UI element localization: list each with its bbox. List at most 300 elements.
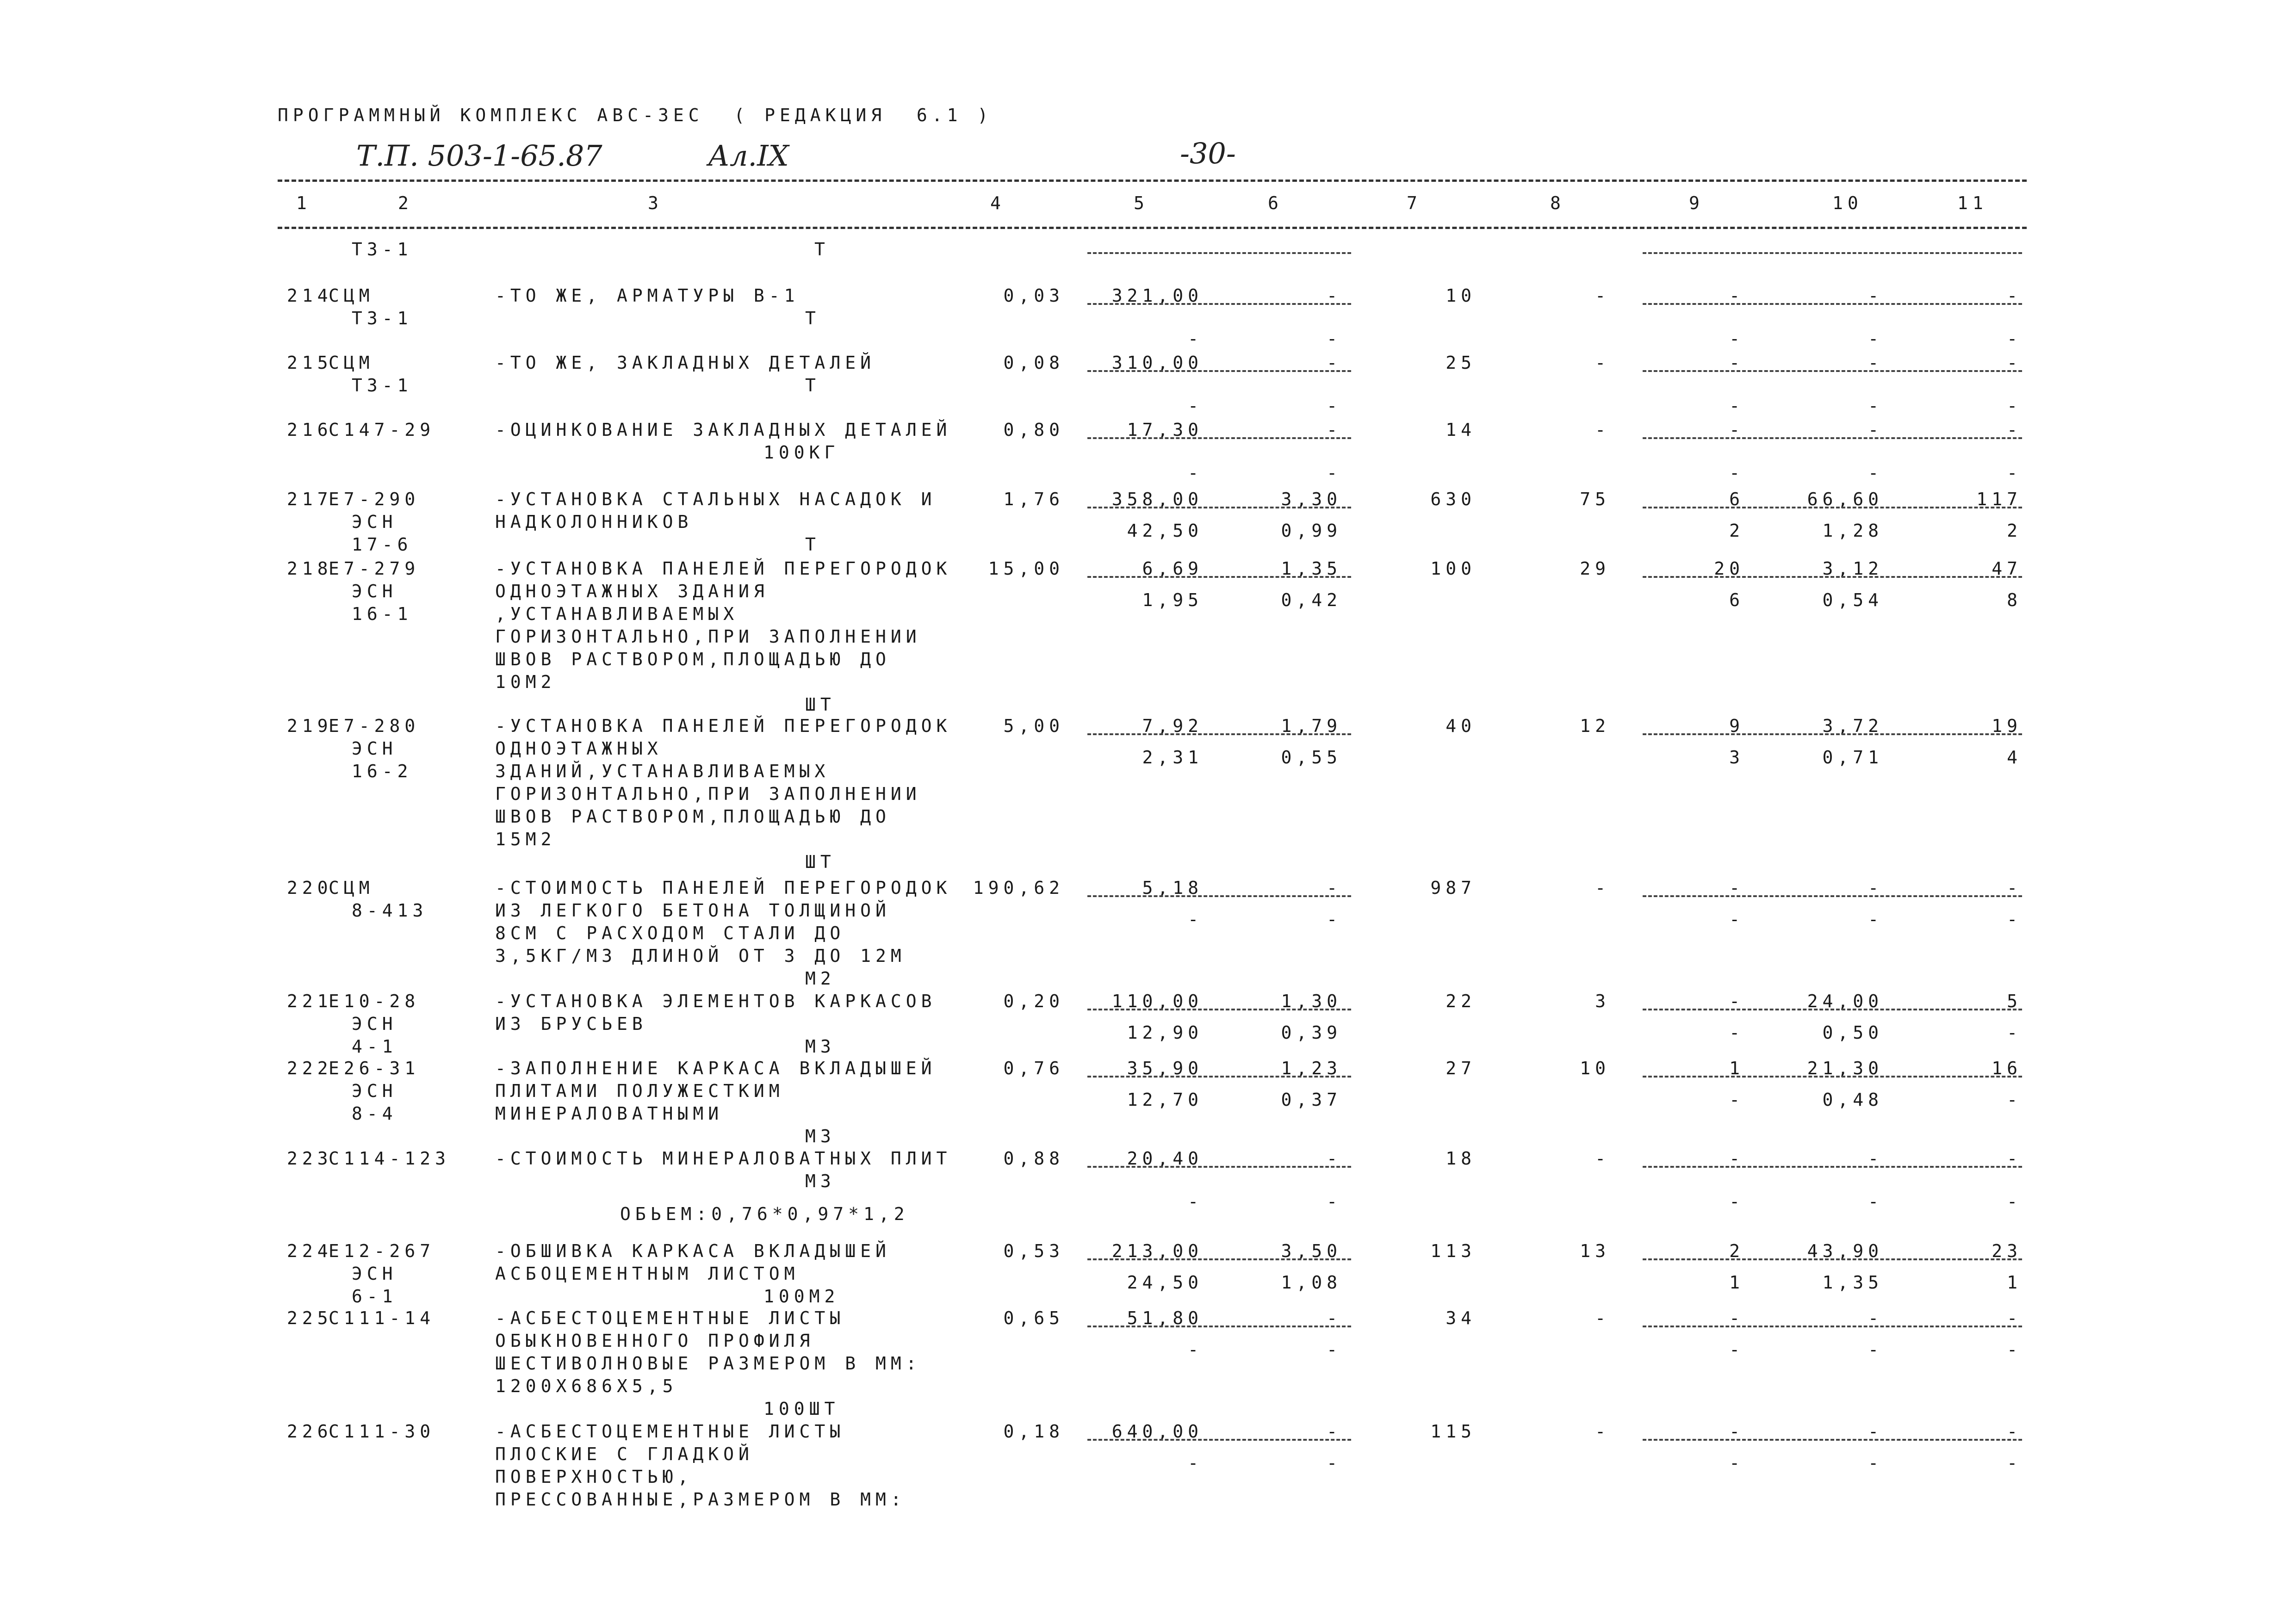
dashed-separator [1643,507,2022,508]
row-unit: М3 [805,1171,836,1191]
machine-cost: 1,79 [1281,716,1342,736]
quantity: 0,08 [1003,353,1064,373]
unit-price: 110,00 [1111,991,1203,1011]
column-header: 8 [1550,193,1565,213]
dashed-separator [1087,303,1351,305]
row-description: ПЛИТАМИ ПОЛУЖЕСТКИМ [495,1081,784,1101]
dashed-separator [1643,895,2022,897]
machine-cost-sub: 0,39 [1281,1022,1342,1043]
row-description: ПЛОСКИЕ С ГЛАДКОЙ [495,1444,754,1464]
row-description: 8СМ С РАСХОДОМ СТАЛИ ДО [495,923,845,943]
machine-cost-sub: 0,42 [1281,590,1342,610]
row-description: ОБЫКНОВЕННОГО ПРОФИЛЯ [495,1331,815,1351]
unit-price-sub: - [1188,909,1203,929]
row-description: ИЗ ЛЕГКОГО БЕТОНА ТОЛЩИНОЙ [495,900,891,921]
row-code: 16-2 [352,761,413,781]
row-unit: Т [805,375,820,396]
unit-price-sub: - [1188,1339,1203,1360]
col9-sub: - [1729,1022,1744,1043]
row-description: ШВОВ РАСТВОРОМ,ПЛОЩАДЬЮ ДО [495,649,891,669]
col11-sub: - [2007,328,2022,349]
col9-sub: 3 [1729,747,1744,768]
dashed-separator [1087,437,1351,439]
machine-cost: - [1327,420,1342,440]
row-description: ИЗ БРУСЬЕВ [495,1014,647,1034]
row-code: Е26-31 [329,1058,420,1078]
row-code: Т3-1 [352,239,413,260]
column-header: 3 [648,193,663,213]
col9-sub: 6 [1729,590,1744,610]
row-number: 216 [287,420,333,440]
unit-price: 17,30 [1127,420,1203,440]
col9-value: 1 [1729,1058,1744,1078]
quantity: 5,00 [1003,716,1064,736]
dashed-separator [1643,370,2022,372]
column-header: 10 [1832,193,1863,213]
col10-value: 3,72 [1822,716,1883,736]
row-number: 221 [287,991,333,1011]
wage-cost: - [1595,353,1610,373]
row-description: -ТО ЖЕ, АРМАТУРЫ В-1 [495,285,800,306]
row-description: -ТО ЖЕ, ЗАКЛАДНЫХ ДЕТАЛЕЙ [495,353,875,373]
unit-price-sub: - [1188,396,1203,416]
machine-cost: 3,50 [1281,1241,1342,1261]
col11-sub: 1 [2007,1272,2022,1293]
col11-sub: - [2007,396,2022,416]
row-code: СЦМ [329,878,374,898]
total-cost: 113 [1430,1241,1476,1261]
album-number: Ал.IX [708,139,789,173]
dashed-separator [1087,576,1351,578]
col9-value: - [1729,878,1744,898]
total-cost: 40 [1446,716,1476,736]
page-number: -30- [1180,136,1236,170]
col9-value: - [1729,420,1744,440]
row-code: Т3-1 [352,375,413,396]
row-number: 226 [287,1421,333,1442]
col10-sub: 0,50 [1822,1022,1883,1043]
row-code: ЭСН [352,1014,397,1034]
program-header: ПРОГРАММНЫЙ КОМПЛЕКС АВС-3ЕС ( РЕДАКЦИЯ 6.1 ) [278,105,993,125]
col11-sub: 4 [2007,747,2022,768]
dashed-separator [1087,1009,1351,1010]
col11-sub: - [2007,1453,2022,1473]
machine-cost-sub: - [1327,1453,1342,1473]
machine-cost-sub: 0,37 [1281,1090,1342,1110]
row-code: 8-413 [352,900,428,921]
total-cost: 18 [1446,1148,1476,1169]
row-code: С147-29 [329,420,435,440]
row-description: -УСТАНОВКА ПАНЕЛЕЙ ПЕРЕГОРОДОК [495,558,952,579]
col11-value: 47 [1992,558,2022,579]
dashed-separator [1643,1076,2022,1078]
unit-price: 6,69 [1142,558,1203,579]
machine-cost: 1,23 [1281,1058,1342,1078]
col10-value: 21,30 [1807,1058,1883,1078]
wage-cost: 10 [1580,1058,1610,1078]
col11-sub: - [2007,463,2022,483]
row-code: ЭСН [352,1081,397,1101]
dashed-separator [1087,1258,1351,1260]
dashed-separator [1087,1326,1351,1327]
total-cost: 630 [1430,489,1476,509]
unit-price: 5,18 [1142,878,1203,898]
row-description: -СТОИМОСТЬ МИНЕРАЛОВАТНЫХ ПЛИТ [495,1148,952,1169]
row-description: ,УСТАНАВЛИВАЕМЫХ [495,604,739,624]
dashed-separator [1087,1076,1351,1078]
col9-sub: - [1729,1453,1744,1473]
row-code: 6-1 [352,1286,397,1307]
dashed-separator [1643,252,2022,254]
unit-price-sub: - [1188,328,1203,349]
unit-price: 640,00 [1111,1421,1203,1442]
quantity: 0,03 [1003,285,1064,306]
row-code: 4-1 [352,1036,397,1057]
col9-value: - [1729,991,1744,1011]
row-code: ЭСН [352,1264,397,1284]
row-code: Е7-280 [329,716,420,736]
row-description: ЗДАНИЙ,УСТАНАВЛИВАЕМЫХ [495,761,830,781]
col10-value: - [1868,1308,1883,1328]
row-description: ШВОВ РАСТВОРОМ,ПЛОЩАДЬЮ ДО [495,806,891,827]
unit-price-sub: - [1188,1191,1203,1212]
column-header: 7 [1407,193,1422,213]
dashed-separator [1087,1166,1351,1168]
col9-value: - [1729,353,1744,373]
row-code: СЦМ [329,353,374,373]
row-code: ЭСН [352,581,397,601]
dashed-separator [1087,370,1351,372]
row-unit: ШТ [805,852,836,872]
col11-sub: - [2007,1191,2022,1212]
machine-cost-sub: - [1327,1339,1342,1360]
col9-sub: 2 [1729,520,1744,541]
quantity: 0,80 [1003,420,1064,440]
row-number: 225 [287,1308,333,1328]
row-code: С111-30 [329,1421,435,1442]
col11-value: 19 [1992,716,2022,736]
machine-cost: - [1327,1421,1342,1442]
row-description: ПРЕССОВАННЫЕ,РАЗМЕРОМ В ММ: [495,1489,906,1510]
col11-value: - [2007,353,2022,373]
col11-value: 117 [1976,489,2022,509]
row-number: 219 [287,716,333,736]
col11-value: - [2007,1421,2022,1442]
col11-value: - [2007,420,2022,440]
row-unit: Т [805,308,820,328]
wage-cost: - [1595,1148,1610,1169]
row-number: 217 [287,489,333,509]
row-code: 8-4 [352,1103,397,1124]
row-description: ШЕСТИВОЛНОВЫЕ РАЗМЕРОМ В ММ: [495,1353,921,1374]
row-code: С114-123 [329,1148,451,1169]
table-header-rule [278,227,2027,229]
total-cost: 115 [1430,1421,1476,1442]
total-cost: 10 [1446,285,1476,306]
col10-sub: 0,48 [1822,1090,1883,1110]
unit-price: 358,00 [1111,489,1203,509]
machine-cost-sub: 0,55 [1281,747,1342,768]
col11-sub: - [2007,909,2022,929]
row-description: НАДКОЛОННИКОВ [495,512,693,532]
row-code: СЦМ [329,285,374,306]
volume-note: ОБЬЕМ:0,76*0,97*1,2 [620,1204,909,1224]
dashed-separator [1643,1258,2022,1260]
row-description: ПОВЕРХНОСТЬЮ, [495,1467,693,1487]
total-cost: 27 [1446,1058,1476,1078]
machine-cost-sub: - [1327,1191,1342,1212]
col10-value: 3,12 [1822,558,1883,579]
row-description: -АСБЕСТОЦЕМЕНТНЫЕ ЛИСТЫ [495,1421,845,1442]
row-description: 15М2 [495,829,556,849]
col9-value: 2 [1729,1241,1744,1261]
col10-value: - [1868,420,1883,440]
column-header: 2 [398,193,413,213]
quantity: 0,65 [1003,1308,1064,1328]
dashed-separator [1643,733,2022,735]
col10-value: - [1868,878,1883,898]
col10-sub: - [1868,328,1883,349]
row-description: -АСБЕСТОЦЕМЕНТНЫЕ ЛИСТЫ [495,1308,845,1328]
unit-price-sub: 42,50 [1127,520,1203,541]
row-code: 16-1 [352,604,413,624]
col11-value: - [2007,1148,2022,1169]
row-code: Е7-290 [329,489,420,509]
wage-cost: - [1595,1421,1610,1442]
col9-sub: - [1729,1339,1744,1360]
row-description: ОДНОЭТАЖНЫХ ЗДАНИЯ [495,581,769,601]
unit-price: 20,40 [1127,1148,1203,1169]
quantity: 0,18 [1003,1421,1064,1442]
wage-cost: - [1595,1308,1610,1328]
unit-price: 51,80 [1127,1308,1203,1328]
col9-value: 6 [1729,489,1744,509]
row-number: 220 [287,878,333,898]
row-number: 218 [287,558,333,579]
row-description: -ЗАПОЛНЕНИЕ КАРКАСА ВКЛАДЫШЕЙ [495,1058,937,1078]
row-unit: ШТ [805,694,836,715]
machine-cost: 1,35 [1281,558,1342,579]
col10-sub: 0,54 [1822,590,1883,610]
col9-sub: - [1729,909,1744,929]
col11-value: - [2007,1308,2022,1328]
row-code: ЭСН [352,512,397,532]
col10-sub: - [1868,1453,1883,1473]
col10-value: - [1868,285,1883,306]
col10-value: 66,60 [1807,489,1883,509]
col11-value: - [2007,285,2022,306]
unit-price-sub: 24,50 [1127,1272,1203,1293]
machine-cost-sub: - [1327,463,1342,483]
row-unit: 100М2 [763,1286,840,1307]
unit-price-sub: 12,90 [1127,1022,1203,1043]
machine-cost: - [1327,1308,1342,1328]
unit-price-sub: 1,95 [1142,590,1203,610]
col9-sub: - [1729,1191,1744,1212]
row-number: 214 [287,285,333,306]
col10-sub: 1,35 [1822,1272,1883,1293]
table-top-rule [278,180,2027,182]
dashed-separator [1087,733,1351,735]
row-description: 1200Х686Х5,5 [495,1376,678,1396]
col9-value: - [1729,1421,1744,1442]
col10-value: - [1868,1421,1883,1442]
quantity: 0,76 [1003,1058,1064,1078]
machine-cost: 3,30 [1281,489,1342,509]
dashed-separator [1643,437,2022,439]
row-description: МИНЕРАЛОВАТНЫМИ [495,1103,724,1124]
unit-price-sub: 2,31 [1142,747,1203,768]
quantity: 0,20 [1003,991,1064,1011]
row-code: Е7-279 [329,558,420,579]
col11-sub: - [2007,1339,2022,1360]
row-description: 3,5КГ/М3 ДЛИНОЙ ОТ 3 ДО 12М [495,946,906,966]
wage-cost: 13 [1580,1241,1610,1261]
unit-price-sub: 12,70 [1127,1090,1203,1110]
col11-sub: - [2007,1022,2022,1043]
column-header: 4 [990,193,1005,213]
quantity: 1,76 [1003,489,1064,509]
wage-cost: 12 [1580,716,1610,736]
unit-price: 321,00 [1111,285,1203,306]
row-unit: Т [805,534,820,555]
unit-price: 310,00 [1111,353,1203,373]
machine-cost-sub: 0,99 [1281,520,1342,541]
col10-value: - [1868,1148,1883,1169]
row-description: АСБОЦЕМЕНТНЫМ ЛИСТОМ [495,1264,800,1284]
machine-cost: 1,30 [1281,991,1342,1011]
machine-cost-sub: - [1327,909,1342,929]
col9-sub: - [1729,463,1744,483]
row-number: 224 [287,1241,333,1261]
col9-sub: - [1729,328,1744,349]
row-code: Е10-28 [329,991,420,1011]
unit-price: 7,92 [1142,716,1203,736]
wage-cost: - [1595,420,1610,440]
row-unit: 100ШТ [763,1399,840,1419]
column-header: 6 [1268,193,1283,213]
machine-cost-sub: - [1327,396,1342,416]
row-unit: М3 [805,1126,836,1146]
row-description: ГОРИЗОНТАЛЬНО,ПРИ ЗАПОЛНЕНИИ [495,784,921,804]
dashed-separator [1643,1166,2022,1168]
col10-sub: 1,28 [1822,520,1883,541]
row-unit: Т [814,239,830,260]
dashed-separator [1087,895,1351,897]
row-description: -СТОИМОСТЬ ПАНЕЛЕЙ ПЕРЕГОРОДОК [495,878,952,898]
column-header: 1 [296,193,311,213]
col10-sub: - [1868,463,1883,483]
col9-value: - [1729,1148,1744,1169]
unit-price: 213,00 [1111,1241,1203,1261]
col9-value: 20 [1714,558,1744,579]
dashed-separator [1087,252,1351,254]
machine-cost-sub: - [1327,328,1342,349]
row-description: -ОЦИНКОВАНИЕ ЗАКЛАДНЫХ ДЕТАЛЕЙ [495,420,952,440]
row-code: 17-6 [352,534,413,555]
total-cost: 34 [1446,1308,1476,1328]
dashed-separator [1087,1439,1351,1441]
row-description: -УСТАНОВКА ПАНЕЛЕЙ ПЕРЕГОРОДОК [495,716,952,736]
col10-sub: 0,71 [1822,747,1883,768]
row-code: Е12-267 [329,1241,435,1261]
col11-sub: 8 [2007,590,2022,610]
col9-value: - [1729,285,1744,306]
machine-cost-sub: 1,08 [1281,1272,1342,1293]
wage-cost: 29 [1580,558,1610,579]
wage-cost: - [1595,285,1610,306]
dashed-separator [1643,1009,2022,1010]
dashed-separator [1087,507,1351,508]
column-header: 9 [1689,193,1704,213]
col11-value: 5 [2007,991,2022,1011]
row-description: 10М2 [495,672,556,692]
col10-sub: - [1868,396,1883,416]
col10-value: 24,00 [1807,991,1883,1011]
quantity: 0,88 [1003,1148,1064,1169]
row-code: С111-14 [329,1308,435,1328]
wage-cost: 3 [1595,991,1610,1011]
row-description: -УСТАНОВКА ЭЛЕМЕНТОВ КАРКАСОВ [495,991,937,1011]
machine-cost: - [1327,1148,1342,1169]
column-header: 11 [1957,193,1988,213]
row-number: 223 [287,1148,333,1169]
col10-value: 43,90 [1807,1241,1883,1261]
quantity: 15,00 [988,558,1064,579]
total-cost: 987 [1430,878,1476,898]
machine-cost: - [1327,353,1342,373]
row-description: ОДНОЭТАЖНЫХ [495,738,663,759]
quantity: 190,62 [973,878,1064,898]
dashed-separator [1643,1326,2022,1327]
total-cost: 100 [1430,558,1476,579]
col11-value: 16 [1992,1058,2022,1078]
row-description: ГОРИЗОНТАЛЬНО,ПРИ ЗАПОЛНЕНИИ [495,626,921,647]
row-number: 222 [287,1058,333,1078]
column-header: 5 [1134,193,1149,213]
row-code: ЭСН [352,738,397,759]
unit-price: 35,90 [1127,1058,1203,1078]
wage-cost: - [1595,878,1610,898]
dashed-separator [1643,303,2022,305]
col10-sub: - [1868,1339,1883,1360]
total-cost: 25 [1446,353,1476,373]
dashed-separator [1643,1439,2022,1441]
col9-value: - [1729,1308,1744,1328]
row-description: -ОБШИВКА КАРКАСА ВКЛАДЫШЕЙ [495,1241,891,1261]
col9-sub: - [1729,1090,1744,1110]
row-code: Т3-1 [352,308,413,328]
total-cost: 22 [1446,991,1476,1011]
col10-value: - [1868,353,1883,373]
unit-price-sub: - [1188,463,1203,483]
dashed-separator [1643,576,2022,578]
machine-cost: - [1327,285,1342,306]
total-cost: 14 [1446,420,1476,440]
row-unit: 100КГ [763,442,840,463]
wage-cost: 75 [1580,489,1610,509]
col11-value: - [2007,878,2022,898]
unit-price-sub: - [1188,1453,1203,1473]
col11-value: 23 [1992,1241,2022,1261]
row-number: 215 [287,353,333,373]
col11-sub: - [2007,1090,2022,1110]
machine-cost: - [1327,878,1342,898]
row-unit: М2 [805,968,836,989]
col9-sub: - [1729,396,1744,416]
row-unit: М3 [805,1036,836,1057]
document-code: Т.П. 503-1-65.87 [356,139,602,173]
